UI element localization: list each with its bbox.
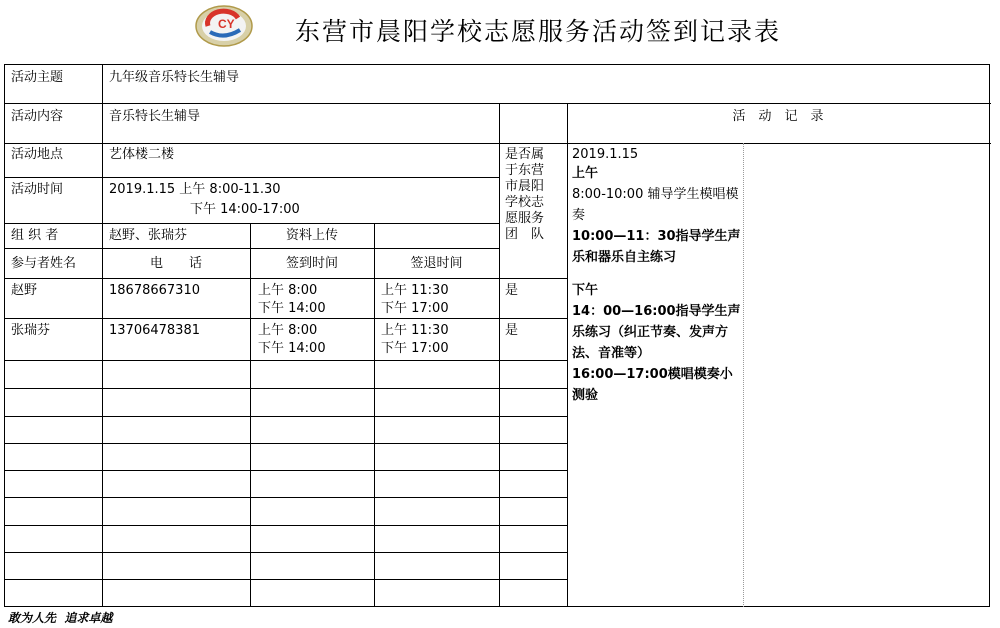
record-am-title: 上午 bbox=[572, 166, 599, 181]
participant-name: 赵野 bbox=[11, 283, 38, 298]
participant-sign-in-am: 上午 8:00 bbox=[258, 323, 318, 338]
participant-sign-out-am: 上午 11:30 bbox=[381, 283, 449, 298]
row-divider bbox=[4, 497, 567, 498]
page-title: 东营市晨阳学校志愿服务活动签到记录表 bbox=[295, 17, 782, 46]
content-value: 音乐特长生辅导 bbox=[109, 109, 201, 124]
phone-column-header: 电 话 bbox=[149, 256, 202, 271]
row-divider bbox=[4, 318, 567, 319]
column-divider bbox=[499, 103, 500, 607]
sign-in-column-header: 签到时间 bbox=[285, 256, 338, 271]
upload-label: 资料上传 bbox=[285, 228, 338, 243]
row-divider bbox=[4, 248, 499, 249]
row-divider bbox=[4, 223, 499, 224]
row-divider bbox=[4, 416, 567, 417]
column-divider bbox=[567, 103, 568, 607]
sign-out-column-header: 签退时间 bbox=[410, 256, 463, 271]
record-guide-line bbox=[743, 143, 744, 607]
activity-record-header: 活 动 记 录 bbox=[732, 109, 824, 124]
activity-record-text bbox=[572, 147, 742, 406]
row-divider bbox=[4, 443, 567, 444]
participant-sign-in-pm: 下午 14:00 bbox=[258, 341, 326, 356]
row-divider bbox=[4, 525, 567, 526]
location-label: 活动地点 bbox=[11, 147, 64, 162]
team-question: 是否属 于东营 市晨阳 学校志 愿服务 团 队 bbox=[505, 147, 545, 242]
record-pm-line: 14：00—16:00指导学生声乐练习（纠正节奏、发声方法、音准等） bbox=[572, 304, 741, 361]
participant-sign-out-pm: 下午 17:00 bbox=[381, 341, 449, 356]
record-date: 2019.1.15 bbox=[572, 147, 639, 162]
column-divider bbox=[374, 223, 375, 607]
svg-text:CY: CY bbox=[218, 17, 235, 31]
participant-sign-out-pm: 下午 17:00 bbox=[381, 301, 449, 316]
participant-team-member: 是 bbox=[505, 283, 519, 298]
theme-value: 九年级音乐特长生辅导 bbox=[109, 70, 240, 85]
record-pm-title: 下午 bbox=[572, 283, 599, 298]
participant-sign-in-pm: 下午 14:00 bbox=[258, 301, 326, 316]
organizer-value: 赵野、张瑞芬 bbox=[109, 228, 188, 243]
column-divider bbox=[102, 64, 103, 607]
school-logo bbox=[194, 4, 254, 48]
row-divider bbox=[4, 360, 567, 361]
school-motto: 敢为人先 追求卓越 bbox=[8, 611, 113, 625]
participant-sign-in-am: 上午 8:00 bbox=[258, 283, 318, 298]
record-pm-line: 16:00—17:00模唱模奏小测验 bbox=[572, 367, 733, 403]
row-divider bbox=[4, 278, 567, 279]
participant-team-member: 是 bbox=[505, 323, 519, 338]
time-value-line2: 下午 14:00-17:00 bbox=[190, 202, 300, 217]
location-value: 艺体楼二楼 bbox=[109, 147, 175, 162]
row-divider bbox=[4, 579, 567, 580]
time-label: 活动时间 bbox=[11, 182, 64, 197]
row-divider bbox=[4, 552, 567, 553]
name-column-header: 参与者姓名 bbox=[11, 256, 77, 271]
row-divider bbox=[4, 388, 567, 389]
record-am-line: 8:00-10:00 辅导学生模唱模奏 bbox=[572, 187, 739, 223]
participant-sign-out-am: 上午 11:30 bbox=[381, 323, 449, 338]
time-value-line1: 2019.1.15 上午 8:00-11.30 bbox=[109, 182, 281, 197]
participant-name: 张瑞芬 bbox=[11, 323, 51, 338]
row-divider bbox=[4, 103, 991, 104]
record-am-line: 10:00—11：30指导学生声乐和器乐自主练习 bbox=[572, 229, 741, 265]
column-divider bbox=[250, 223, 251, 607]
row-divider bbox=[4, 143, 991, 144]
theme-label: 活动主题 bbox=[11, 70, 64, 85]
row-divider bbox=[4, 470, 567, 471]
row-divider bbox=[4, 177, 499, 178]
organizer-label: 组 织 者 bbox=[11, 228, 59, 243]
participant-phone: 13706478381 bbox=[109, 323, 200, 338]
content-label: 活动内容 bbox=[11, 109, 64, 124]
participant-phone: 18678667310 bbox=[109, 283, 200, 298]
